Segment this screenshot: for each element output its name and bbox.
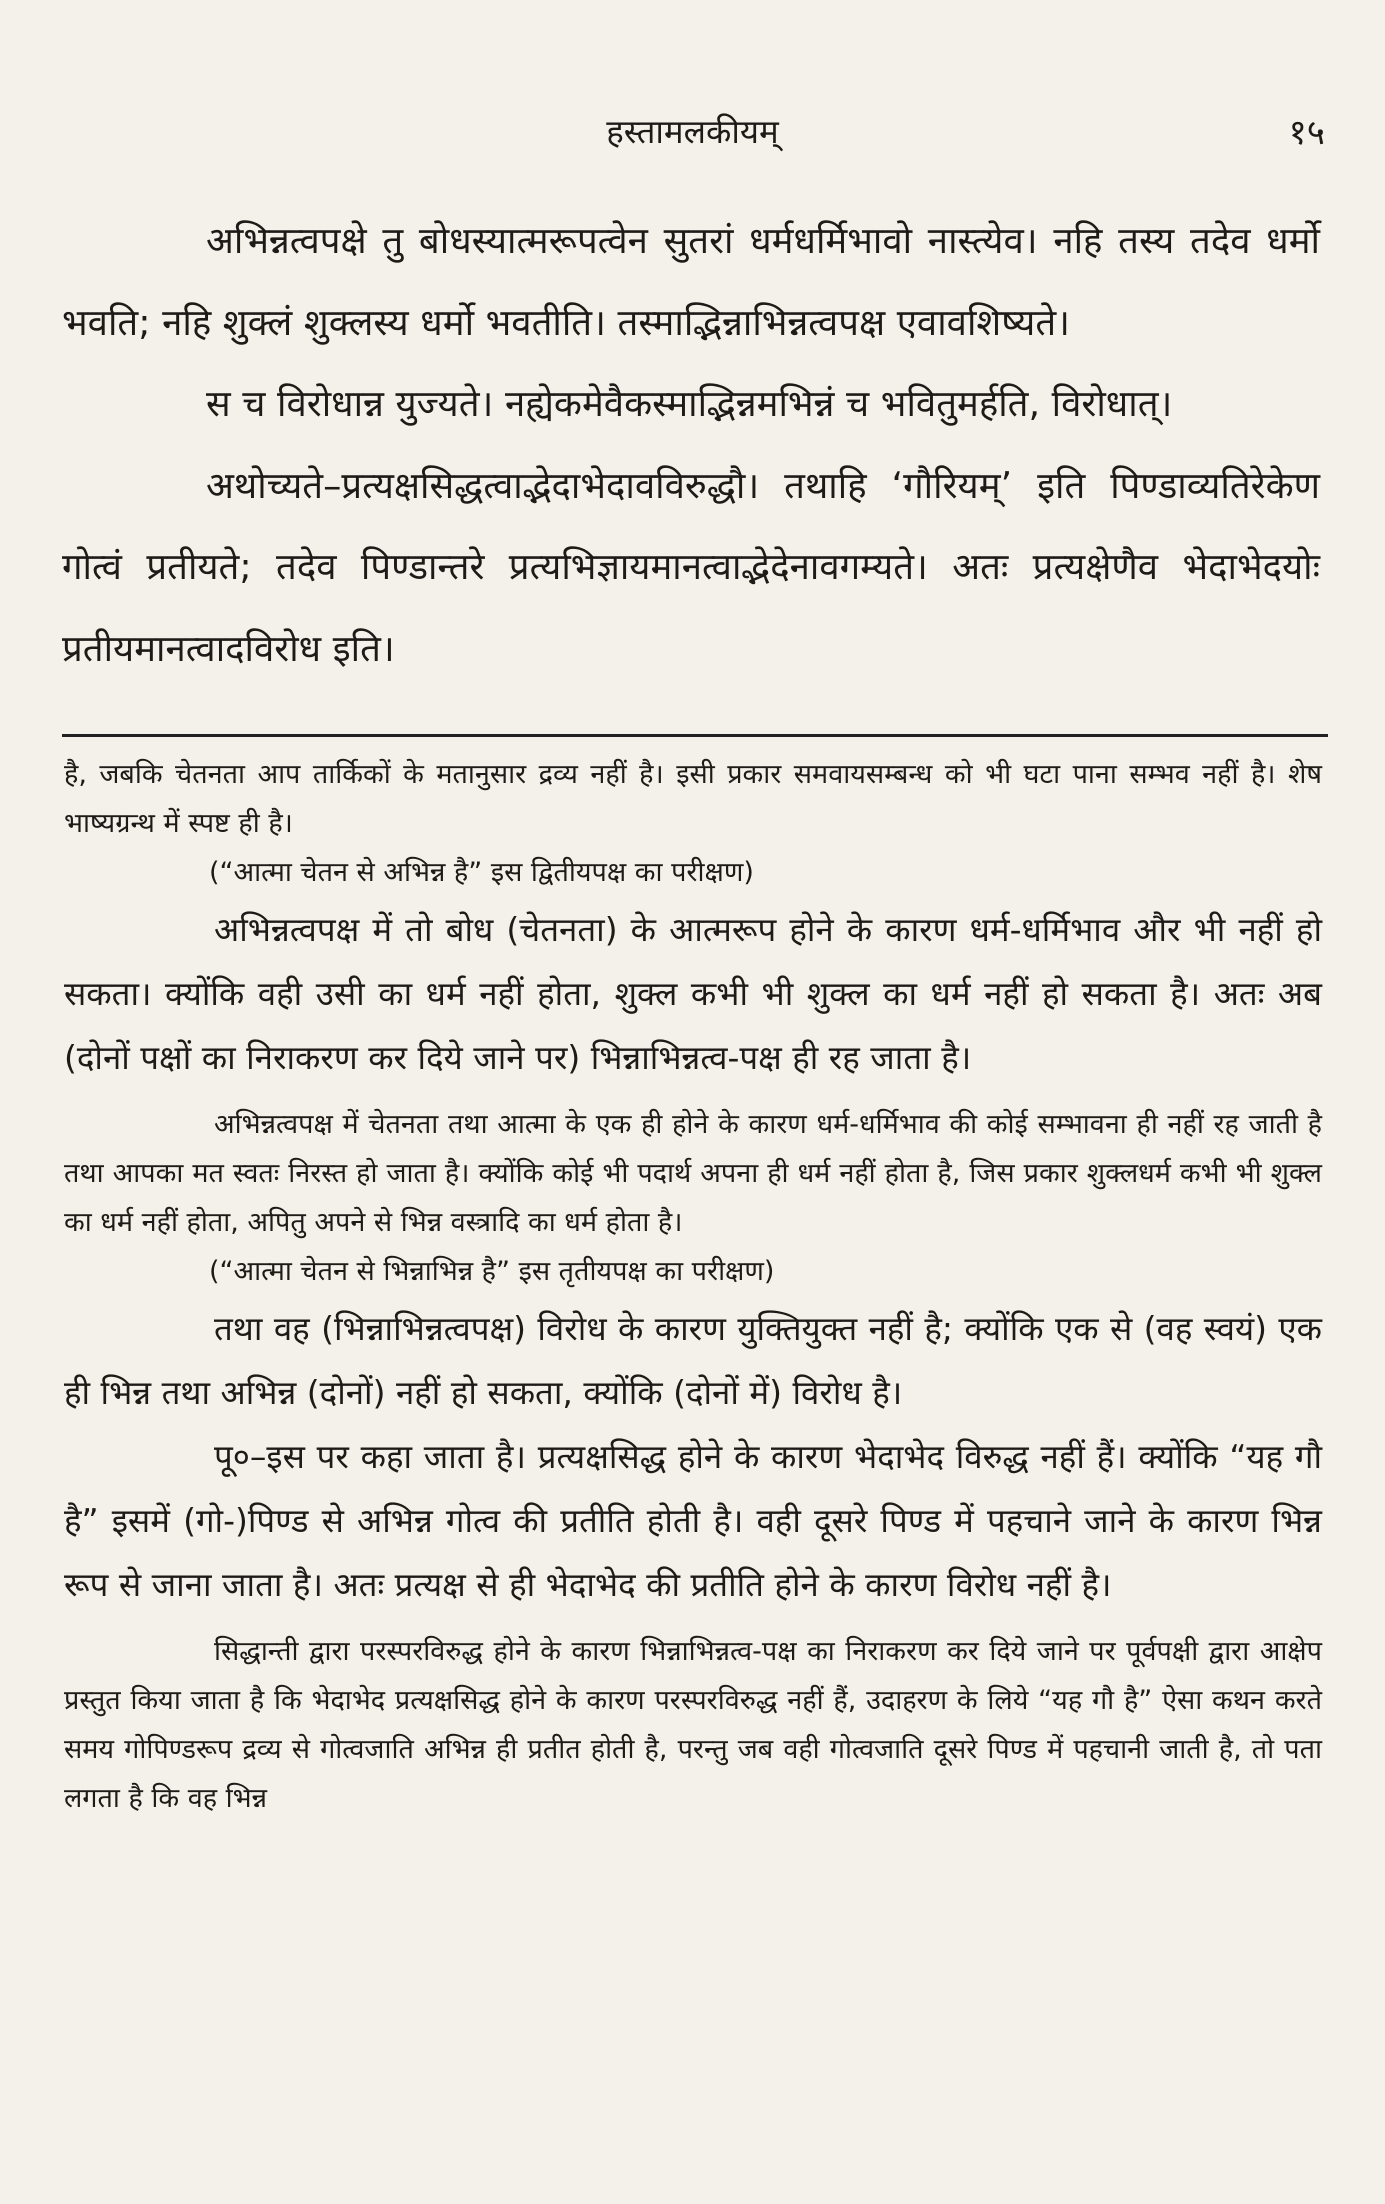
commentary-paragraph-2: अभिन्नत्वपक्ष में चेतनता तथा आत्मा के एक ही होने के कारण धर्म-धर्मिभाव की कोई सम्भावना ही नहीं रह जाती है तथा आपका मत स्वतः निरस्त हो जाता है। क्योंकि कोई भी पदार्थ अपना ही धर्म नहीं होता है, जिस प्रकार शुक्लधर्म कभी भी शुक्ल का धर्म नहीं होता, अपितु अपने से भिन्न वस्त्रादि का धर्म होता है। xyxy=(64,1109,1322,1238)
translation-paragraph-3: पू०–इस पर कहा जाता है। प्रत्यक्षसिद्ध होने के कारण भेदाभेद विरुद्ध नहीं हैं। क्योंकि “यह गौ है” इसमें (गो-)पिण्ड से अभिन्न गोत्व की प्रतीति होती है। वही दूसरे पिण्ड में पहचाने जाने के कारण भिन्न रूप से जाना जाता है। अतः प्रत्यक्ष से ही भेदाभेद की प्रतीति होने के कारण विरोध नहीं है। xyxy=(64,1437,1322,1604)
running-title: हस्तामलकीयम् xyxy=(606,112,779,151)
sanskrit-text-block xyxy=(62,200,1320,689)
translation-block xyxy=(64,750,1322,1823)
section-caption-third-view: (“आत्मा चेतन से भिन्नाभिन्न है” इस तृतीयपक्ष का परीक्षण) xyxy=(209,1256,775,1287)
section-divider xyxy=(62,734,1328,737)
commentary-paragraph-3: सिद्धान्ती द्वारा परस्परविरुद्ध होने के कारण भिन्नाभिन्नत्व-पक्ष का निराकरण कर दिये जाने पर पूर्वपक्षी द्वारा आक्षेप प्रस्तुत किया जाता है कि भेदाभेद प्रत्यक्षसिद्ध होने के कारण परस्परविरुद्ध नहीं हैं, उदाहरण के लिये “यह गौ है” ऐसा कथन करते समय गोपिण्डरूप द्रव्य से गोत्वजाति अभिन्न ही प्रतीत होती है, परन्तु जब वही गोत्वजाति दूसरे पिण्ड में पहचानी जाती है, तो पता लगता है कि वह भिन्न xyxy=(64,1636,1322,1814)
page-number: १५ xyxy=(1288,113,1325,153)
sanskrit-paragraph-2: स च विरोधान्न युज्यते। नह्येकमेवैकस्माद्भिन्नमभिन्नं च भवितुमर्हति, विरोधात्। xyxy=(206,382,1173,425)
section-caption-second-view: (“आत्मा चेतन से अभिन्न है” इस द्वितीयपक्ष का परीक्षण) xyxy=(209,857,754,888)
translation-paragraph-1: अभिन्नत्वपक्ष में तो बोध (चेतनता) के आत्मरूप होने के कारण धर्म-धर्मिभाव और भी नहीं हो सकता। क्योंकि वही उसी का धर्म नहीं होता, शुक्ल कभी भी शुक्ल का धर्म नहीं हो सकता है। अतः अब (दोनों पक्षों का निराकरण कर दिये जाने पर) भिन्नाभिन्नत्व-पक्ष ही रह जाता है। xyxy=(64,910,1322,1077)
commentary-continuation: है, जबकि चेतनता आप तार्किकों के मतानुसार द्रव्य नहीं है। इसी प्रकार समवायसम्बन्ध को भी घटा पाना सम्भव नहीं है। शेष भाष्यग्रन्थ में स्पष्ट ही है। xyxy=(64,759,1322,839)
translation-paragraph-2: तथा वह (भिन्नाभिन्नत्वपक्ष) विरोध के कारण युक्तियुक्त नहीं है; क्योंकि एक से (वह स्वयं) एक ही भिन्न तथा अभिन्न (दोनों) नहीं हो सकता, क्योंकि (दोनों में) विरोध है। xyxy=(64,1309,1322,1412)
sanskrit-paragraph-1: अभिन्नत्वपक्षे तु बोधस्यात्मरूपत्वेन सुतरां धर्मधर्मिभावो नास्त्येव। नहि तस्य तदेव धर्मो भवति; नहि शुक्लं शुक्लस्य धर्मो भवतीति। तस्माद्भिन्नाभिन्नत्वपक्ष एवावशिष्यते। xyxy=(62,219,1320,344)
page-header xyxy=(0,108,1385,168)
sanskrit-paragraph-3: अथोच्यते–प्रत्यक्षसिद्धत्वाद्भेदाभेदावविरुद्धौ। तथाहि ‘गौरियम्’ इति पिण्डाव्यतिरेकेण गोत्वं प्रतीयते; तदेव पिण्डान्तरे प्रत्यभिज्ञायमानत्वाद्भेदेनावगम्यते। अतः प्रत्यक्षेणैव भेदाभेदयोः प्रतीयमानत्वादविरोध इति। xyxy=(62,463,1320,670)
